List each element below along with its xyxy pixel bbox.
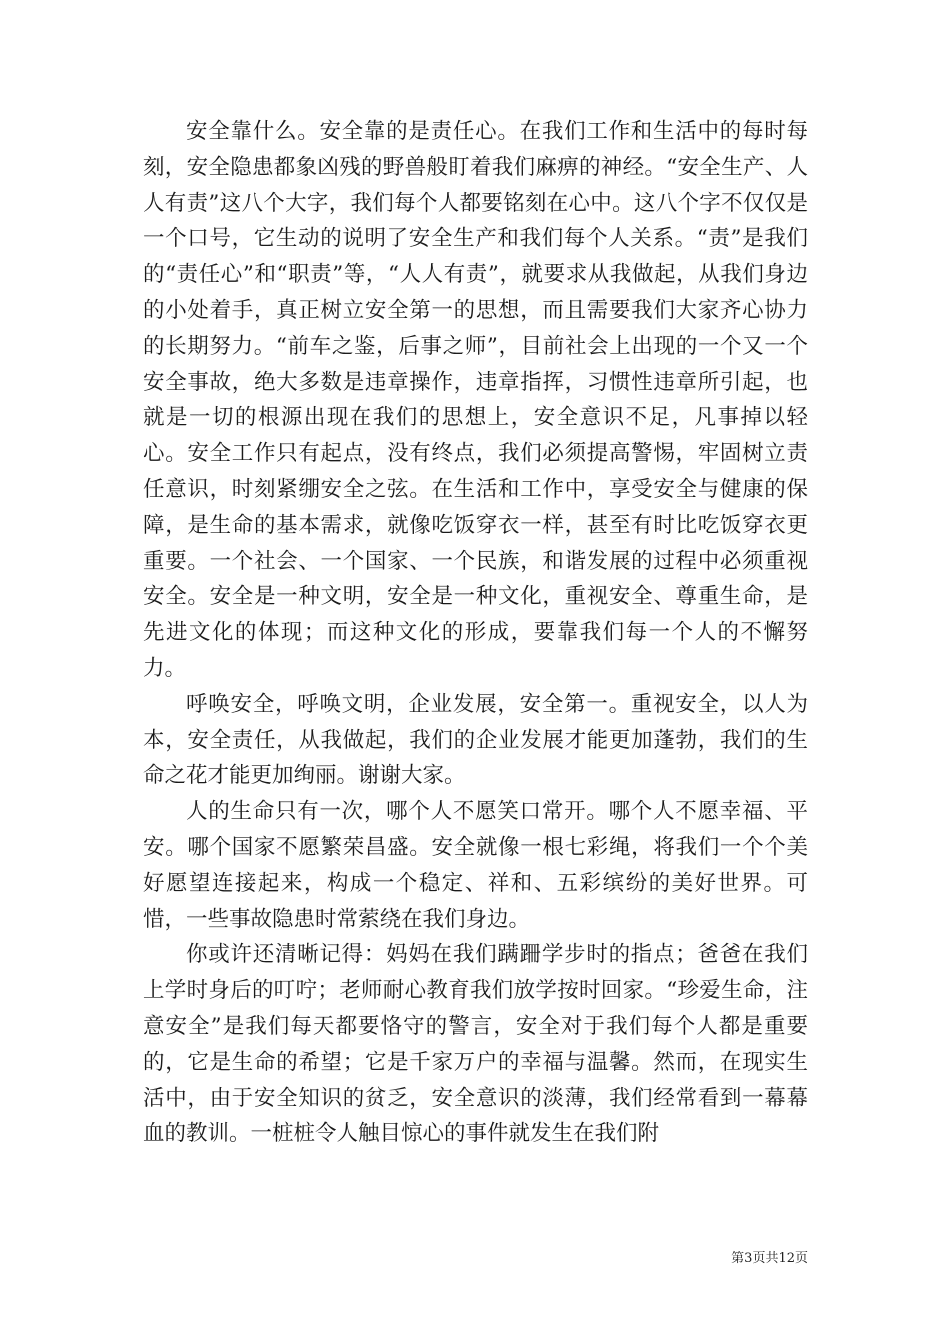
document-body [143, 114, 808, 1152]
paragraph-1: 安全靠什么。安全靠的是责任心。在我们工作和生活中的每时每刻，安全隐患都象凶残的野兽般盯着我们麻痹的神经。“安全生产、人人有责”这八个大字，我们每个人都要铭刻在心中。这八个字不仅仅是一个口号，它生动的说明了安全生产和我们每个人关系。“责”是我们的“责任心”和“职责”等，“人人有责”，就要求从我做起，从我们身边的小处着手，真正树立安全第一的思想，而且需要我们大家齐心协力的长期努力。“前车之鉴，后事之师”，目前社会上出现的一个又一个安全事故，绝大多数是违章操作，违章指挥，习惯性违章所引起，也就是一切的根源出现在我们的思想上，安全意识不足，凡事掉以轻心。安全工作只有起点，没有终点，我们必须提高警惕，牢固树立责任意识，时刻紧绷安全之弦。在生活和工作中，享受安全与健康的保障，是生命的基本需求，就像吃饭穿衣一样，甚至有时比吃饭穿衣更重要。一个社会、一个国家、一个民族，和谐发展的过程中必须重视安全。安全是一种文明，安全是一种文化，重视安全、尊重生命，是先进文化的体现；而这种文化的形成，要靠我们每一个人的不懈努力。 [143, 119, 808, 681]
paragraph-4: 你或许还清晰记得：妈妈在我们蹒跚学步时的指点；爸爸在我们上学时身后的叮咛；老师耐心教育我们放学按时回家。“珍爱生命，注意安全”是我们每天都要恪守的警言，安全对于我们每个人都是重要的，它是生命的希望；它是千家万户的幸福与温馨。然而，在现实生活中，由于安全知识的贫乏，安全意识的淡薄，我们经常看到一幕幕血的教训。一桩桩令人触目惊心的事件就发生在我们附 [143, 942, 808, 1147]
paragraph-2: 呼唤安全，呼唤文明，企业发展，安全第一。重视安全，以人为本，安全责任，从我做起，我们的企业发展才能更加蓬勃，我们的生命之花才能更加绚丽。谢谢大家。 [143, 691, 808, 789]
page-number-footer: 第3页共12页 [731, 1251, 808, 1266]
paragraph-3: 人的生命只有一次，哪个人不愿笑口常开。哪个人不愿幸福、平安。哪个国家不愿繁荣昌盛。安全就像一根七彩绳，将我们一个个美好愿望连接起来，构成一个稳定、祥和、五彩缤纷的美好世界。可惜，一些事故隐患时常萦绕在我们身边。 [143, 799, 808, 932]
